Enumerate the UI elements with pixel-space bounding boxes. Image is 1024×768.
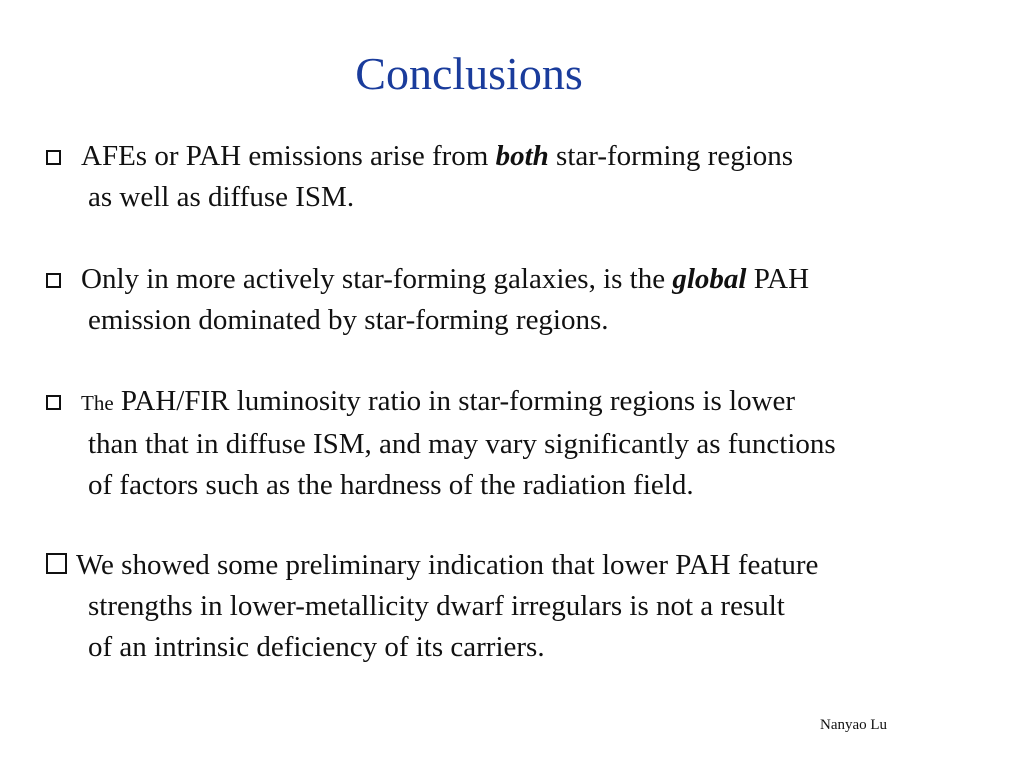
bullet-item-2 [46, 259, 809, 341]
bullet-item-3 [46, 381, 836, 506]
bullet-small-word: The [81, 391, 114, 415]
bullet-text: PAH/FIR luminosity ratio in star-forming regions is lower [113, 385, 796, 417]
bullet-emphasis: global [672, 263, 747, 295]
bullet-line [46, 545, 818, 586]
bullet-continuation: emission dominated by star-forming regions. [88, 304, 609, 336]
bullet-text: PAH [746, 263, 810, 295]
bullet-continuation: of an intrinsic deficiency of its carriers. [88, 631, 545, 663]
bullet-continuation: of factors such as the hardness of the radiation field. [88, 469, 694, 501]
bullet-line [46, 136, 793, 177]
bullet-text: We showed some preliminary indication that lower PAH feature [76, 549, 819, 581]
bullet-item-1 [46, 136, 793, 218]
bullet-text: Only in more actively star-forming galaxies, is the [81, 263, 673, 295]
checkbox-bullet-icon [46, 273, 61, 288]
bullet-continuation: than that in diffuse ISM, and may vary significantly as functions [88, 428, 836, 460]
checkbox-bullet-icon [46, 553, 67, 574]
checkbox-bullet-icon [46, 395, 61, 410]
author-name: Nanyao Lu [820, 717, 888, 733]
bullet-line [46, 381, 836, 424]
bullet-text: AFEs or PAH emissions arise from [81, 140, 496, 172]
bullet-continuation: as well as diffuse ISM. [88, 181, 355, 213]
slide-title: Conclusions [355, 48, 583, 99]
bullet-text: star-forming regions [548, 140, 794, 172]
bullet-line [46, 259, 809, 300]
bullet-item-4 [46, 545, 818, 668]
bullet-continuation: strengths in lower-metallicity dwarf irregulars is not a result [88, 590, 785, 622]
bullet-emphasis: both [495, 140, 549, 172]
checkbox-bullet-icon [46, 150, 61, 165]
